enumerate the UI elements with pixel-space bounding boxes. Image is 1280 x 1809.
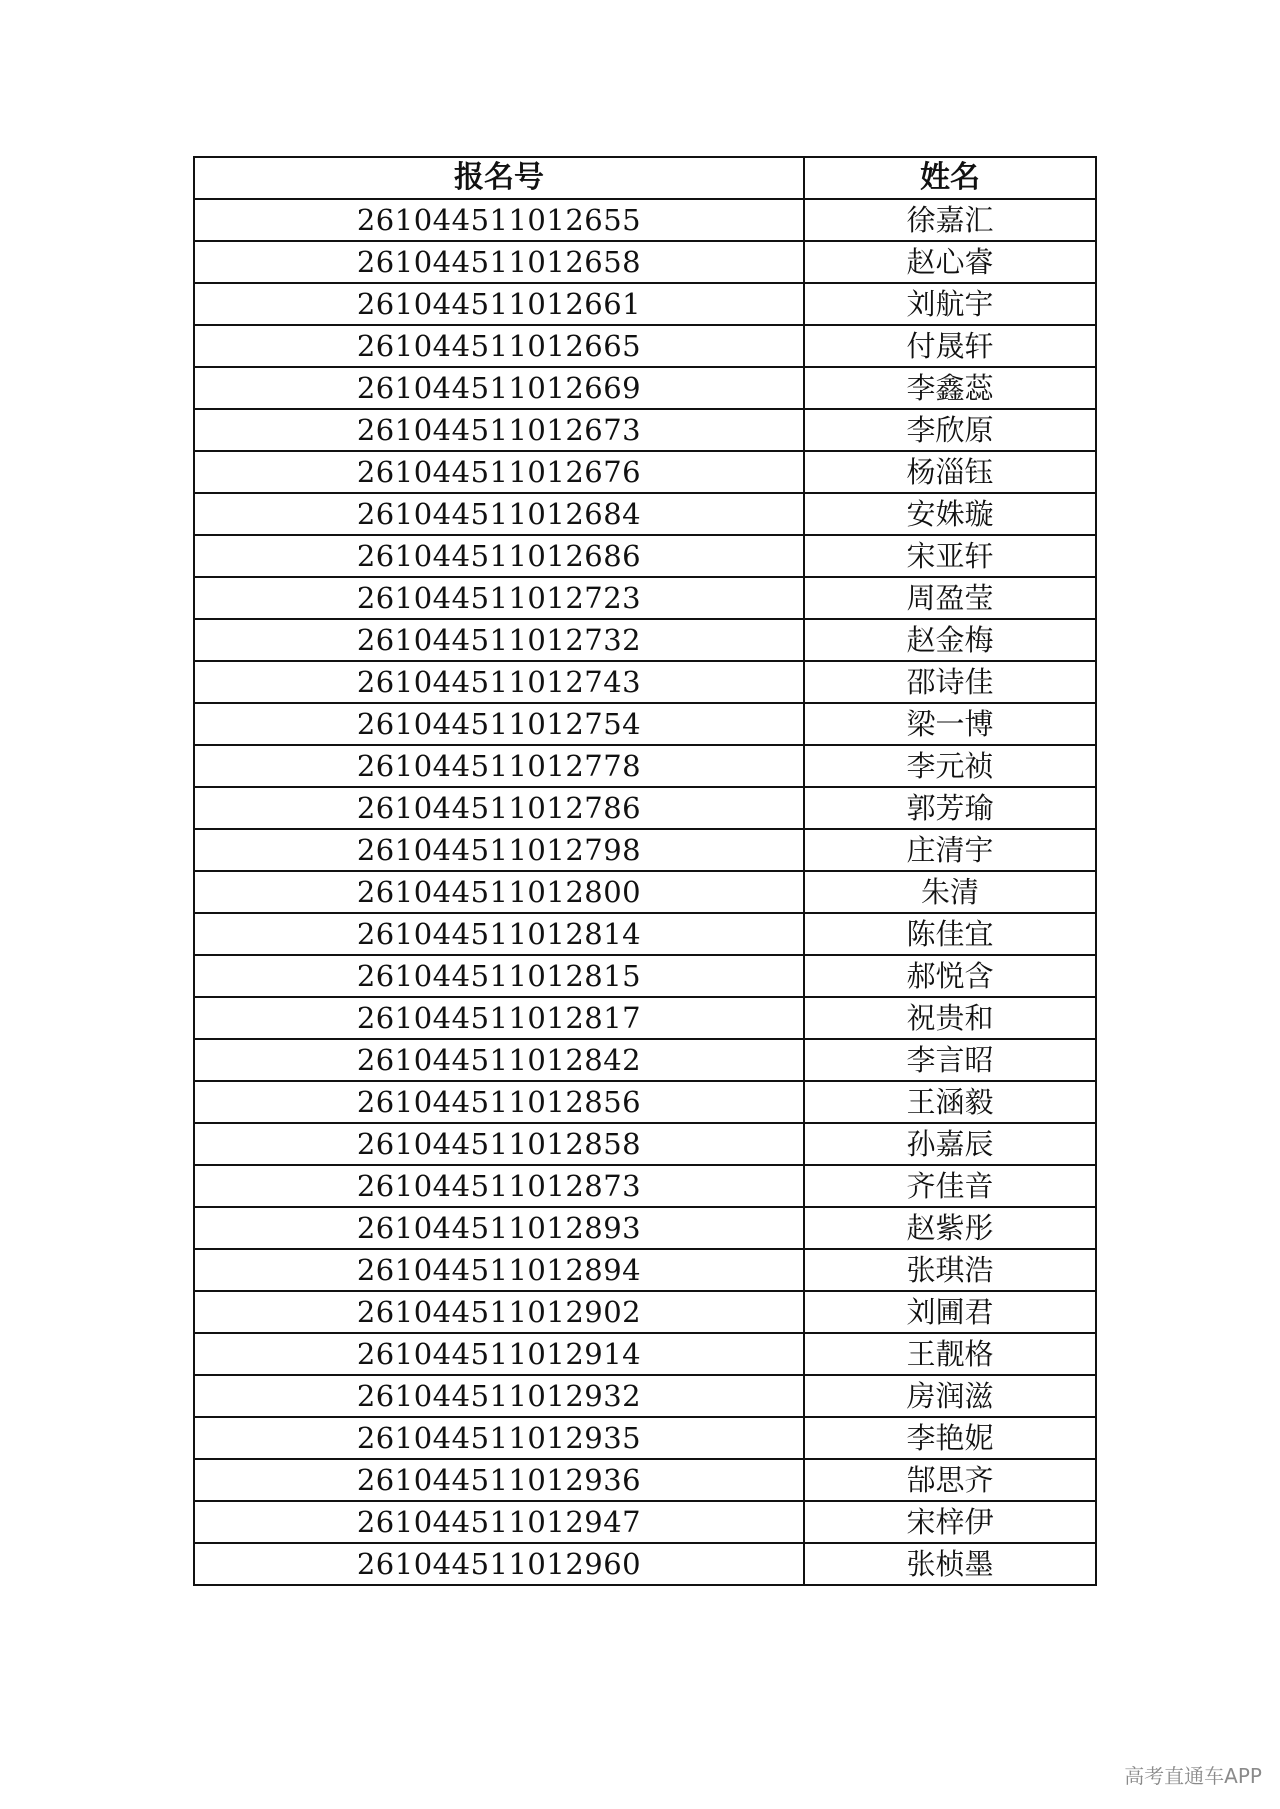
name-cell: 张桢墨 bbox=[804, 1543, 1096, 1585]
table-row bbox=[194, 703, 1096, 745]
table-row bbox=[194, 451, 1096, 493]
registration-number-cell: 261044511012676 bbox=[194, 451, 804, 493]
name-cell: 李欣原 bbox=[804, 409, 1096, 451]
table-row bbox=[194, 1039, 1096, 1081]
registration-number-cell: 261044511012856 bbox=[194, 1081, 804, 1123]
table-row bbox=[194, 1207, 1096, 1249]
registration-number-cell: 261044511012778 bbox=[194, 745, 804, 787]
name-cell: 朱清 bbox=[804, 871, 1096, 913]
table-row bbox=[194, 1249, 1096, 1291]
registration-number-cell: 261044511012815 bbox=[194, 955, 804, 997]
name-cell: 刘航宇 bbox=[804, 283, 1096, 325]
table-row bbox=[194, 1501, 1096, 1543]
table-body bbox=[194, 199, 1096, 1585]
name-cell: 徐嘉汇 bbox=[804, 199, 1096, 241]
registration-number-cell: 261044511012800 bbox=[194, 871, 804, 913]
table-row bbox=[194, 577, 1096, 619]
registration-number-cell: 261044511012723 bbox=[194, 577, 804, 619]
table-row bbox=[194, 535, 1096, 577]
table-header-row bbox=[194, 157, 1096, 199]
registration-number-cell: 261044511012935 bbox=[194, 1417, 804, 1459]
name-cell: 邵诗佳 bbox=[804, 661, 1096, 703]
registration-number-cell: 261044511012914 bbox=[194, 1333, 804, 1375]
table-row bbox=[194, 241, 1096, 283]
name-cell: 梁一博 bbox=[804, 703, 1096, 745]
table-row bbox=[194, 325, 1096, 367]
name-cell: 刘圃君 bbox=[804, 1291, 1096, 1333]
registration-number-cell: 261044511012684 bbox=[194, 493, 804, 535]
name-cell: 郭芳瑜 bbox=[804, 787, 1096, 829]
registration-number-cell: 261044511012894 bbox=[194, 1249, 804, 1291]
table-row bbox=[194, 1291, 1096, 1333]
table-row bbox=[194, 955, 1096, 997]
name-cell: 付晟轩 bbox=[804, 325, 1096, 367]
registration-number-cell: 261044511012814 bbox=[194, 913, 804, 955]
name-cell: 房润滋 bbox=[804, 1375, 1096, 1417]
table-row bbox=[194, 997, 1096, 1039]
name-cell: 赵金梅 bbox=[804, 619, 1096, 661]
registration-number-cell: 261044511012858 bbox=[194, 1123, 804, 1165]
header-name: 姓名 bbox=[804, 157, 1096, 199]
registration-number-cell: 261044511012655 bbox=[194, 199, 804, 241]
name-cell: 郜思齐 bbox=[804, 1459, 1096, 1501]
registration-number-cell: 261044511012658 bbox=[194, 241, 804, 283]
name-cell: 庄清宇 bbox=[804, 829, 1096, 871]
name-cell: 孙嘉辰 bbox=[804, 1123, 1096, 1165]
registration-number-cell: 261044511012686 bbox=[194, 535, 804, 577]
registration-number-cell: 261044511012893 bbox=[194, 1207, 804, 1249]
registration-table bbox=[193, 156, 1097, 1586]
name-cell: 周盈莹 bbox=[804, 577, 1096, 619]
registration-number-cell: 261044511012786 bbox=[194, 787, 804, 829]
table-row bbox=[194, 787, 1096, 829]
table-row bbox=[194, 493, 1096, 535]
name-cell: 赵心睿 bbox=[804, 241, 1096, 283]
registration-number-cell: 261044511012842 bbox=[194, 1039, 804, 1081]
table-row bbox=[194, 1459, 1096, 1501]
table-row bbox=[194, 913, 1096, 955]
name-cell: 陈佳宜 bbox=[804, 913, 1096, 955]
name-cell: 安姝璇 bbox=[804, 493, 1096, 535]
watermark-text: 高考直通车APP bbox=[1124, 1764, 1262, 1788]
name-cell: 李艳妮 bbox=[804, 1417, 1096, 1459]
registration-number-cell: 261044511012817 bbox=[194, 997, 804, 1039]
registration-number-cell: 261044511012669 bbox=[194, 367, 804, 409]
name-cell: 李元祯 bbox=[804, 745, 1096, 787]
name-cell: 张琪浩 bbox=[804, 1249, 1096, 1291]
name-cell: 李鑫蕊 bbox=[804, 367, 1096, 409]
table-row bbox=[194, 1165, 1096, 1207]
registration-number-cell: 261044511012798 bbox=[194, 829, 804, 871]
name-cell: 赵紫彤 bbox=[804, 1207, 1096, 1249]
registration-number-cell: 261044511012932 bbox=[194, 1375, 804, 1417]
name-cell: 王涵毅 bbox=[804, 1081, 1096, 1123]
registration-number-cell: 261044511012673 bbox=[194, 409, 804, 451]
registration-number-cell: 261044511012960 bbox=[194, 1543, 804, 1585]
registration-number-cell: 261044511012732 bbox=[194, 619, 804, 661]
registration-number-cell: 261044511012902 bbox=[194, 1291, 804, 1333]
table-row bbox=[194, 619, 1096, 661]
table-row bbox=[194, 367, 1096, 409]
registration-number-cell: 261044511012873 bbox=[194, 1165, 804, 1207]
name-cell: 王靓格 bbox=[804, 1333, 1096, 1375]
name-cell: 宋亚轩 bbox=[804, 535, 1096, 577]
table-row bbox=[194, 409, 1096, 451]
name-cell: 杨淄钰 bbox=[804, 451, 1096, 493]
name-cell: 李言昭 bbox=[804, 1039, 1096, 1081]
name-cell: 郝悦含 bbox=[804, 955, 1096, 997]
name-cell: 齐佳音 bbox=[804, 1165, 1096, 1207]
table-row bbox=[194, 283, 1096, 325]
table-row bbox=[194, 1375, 1096, 1417]
table-row bbox=[194, 1417, 1096, 1459]
table-row bbox=[194, 829, 1096, 871]
registration-number-cell: 261044511012665 bbox=[194, 325, 804, 367]
header-registration-number: 报名号 bbox=[194, 157, 804, 199]
registration-number-cell: 261044511012947 bbox=[194, 1501, 804, 1543]
table-row bbox=[194, 661, 1096, 703]
table-row bbox=[194, 871, 1096, 913]
registration-number-cell: 261044511012754 bbox=[194, 703, 804, 745]
table-row bbox=[194, 745, 1096, 787]
registration-number-cell: 261044511012936 bbox=[194, 1459, 804, 1501]
registration-number-cell: 261044511012743 bbox=[194, 661, 804, 703]
table-row bbox=[194, 199, 1096, 241]
table-row bbox=[194, 1081, 1096, 1123]
table-row bbox=[194, 1333, 1096, 1375]
name-cell: 宋梓伊 bbox=[804, 1501, 1096, 1543]
table-row bbox=[194, 1543, 1096, 1585]
registration-number-cell: 261044511012661 bbox=[194, 283, 804, 325]
name-cell: 祝贵和 bbox=[804, 997, 1096, 1039]
table-row bbox=[194, 1123, 1096, 1165]
